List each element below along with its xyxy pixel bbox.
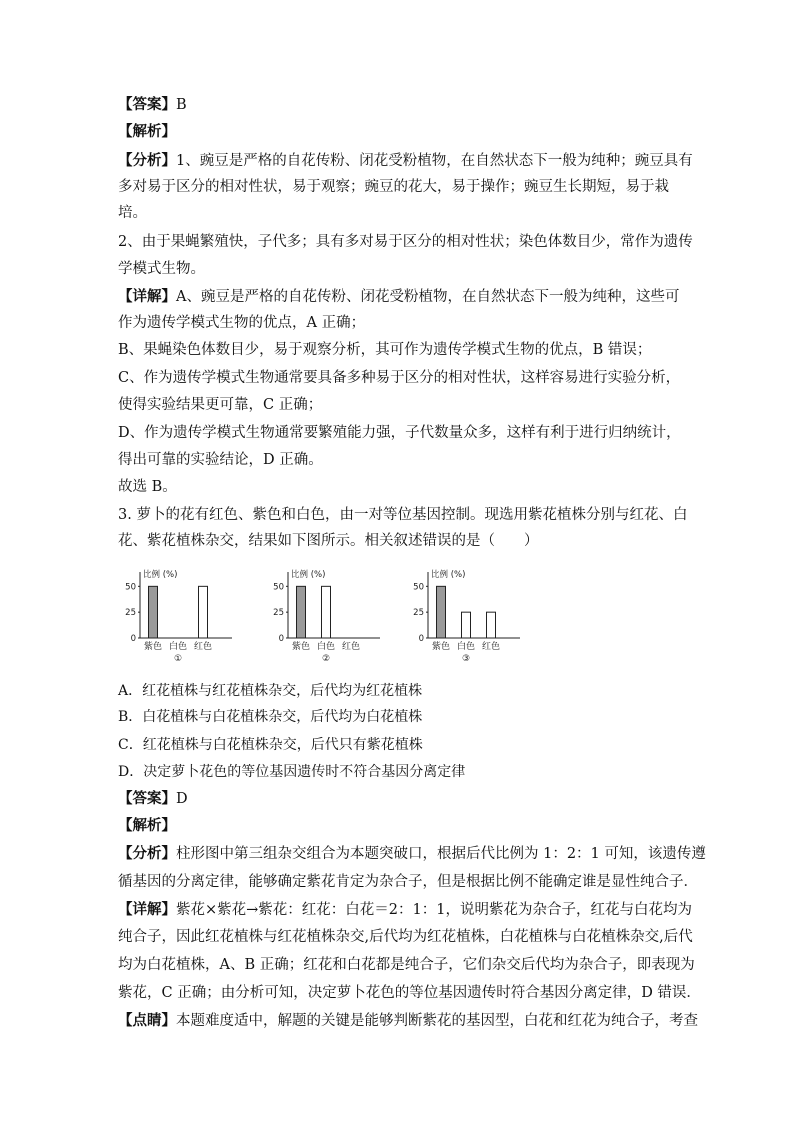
q3-answer-line: [118, 789, 188, 809]
fenxi-line-2: 多对易于区分的相对性状，易于观察；豌豆的花大，易于操作；豌豆生长期短，易于栽: [118, 179, 669, 195]
q3-fenxi-tag: 【分析】: [118, 845, 176, 862]
bar-charts: [118, 562, 538, 672]
bar-2: [462, 612, 471, 638]
fenxi-line-1: 【分析】1、豌豆是严格的自花传粉、闭花受粉植物，在自然状态下一般为纯种；豌豆具有: [118, 152, 693, 169]
chart-caption: ③: [461, 654, 471, 664]
y-tick-label: 0: [278, 634, 284, 644]
category-label: 紫色: [291, 642, 311, 652]
y-tick-label: 50: [413, 582, 424, 593]
xiangjie-line-3: B、果蝇染色体数目少，易于观察分析，其可作为遗传学模式生物的优点，B 错误；: [118, 342, 652, 358]
y-tick-label: 0: [130, 634, 136, 644]
category-label: 白色: [316, 642, 336, 652]
xiangjie-line-5: 使得实验结果更可靠，C 正确；: [118, 397, 323, 413]
xiangjie-line-1: 【详解】A、豌豆是严格的自花传粉、闭花受粉植物，在自然状态下一般为纯种，这些可: [118, 288, 680, 305]
q3-xiangjie-line-3: 均为白花植株，A、B 正确；红花和白花都是纯合子，它们杂交后代均为杂合子，即表现为: [118, 957, 695, 973]
category-label: 白色: [168, 642, 188, 652]
chart-1-svg: [118, 562, 243, 672]
chart-caption: ①: [173, 654, 183, 664]
y-tick-label: 25: [273, 608, 284, 619]
y-axis-label: 比例 (%): [431, 570, 466, 580]
fenxi-line-4: 2、由于果蝇繁殖快，子代多；具有多对易于区分的相对性状；染色体数目少，常作为遗传: [118, 234, 693, 250]
category-label: 紫色: [431, 642, 451, 652]
fenxi-line-3: 培。: [118, 205, 147, 221]
category-label: 红色: [193, 642, 213, 652]
chart-3: [406, 562, 531, 676]
q3-dianjing-line: 【点睛】本题难度适中，解题的关键是能够判断紫花的基因型，白花和红花为纯合子，考查: [118, 1012, 698, 1029]
y-axis-label: 比例 (%): [291, 570, 326, 580]
conclusion-line: 故选 B。: [118, 479, 177, 495]
answer-tag: 【答案】: [118, 96, 176, 113]
chart-2-svg: [266, 562, 391, 672]
xiangjie-tag: 【详解】: [118, 288, 176, 305]
chart-2: [266, 562, 391, 676]
answer-value: B: [176, 97, 187, 113]
category-label: 紫色: [143, 642, 163, 652]
chart-caption: ②: [321, 654, 331, 664]
y-tick-label: 50: [273, 582, 284, 593]
bar-2: [322, 586, 331, 638]
category-label: 红色: [481, 642, 501, 652]
q3-answer-tag: 【答案】: [118, 790, 176, 807]
xiangjie-line-4: C、作为遗传学模式生物通常要具备多种易于区分的相对性状，这样容易进行实验分析，: [118, 370, 681, 386]
bar-3: [487, 612, 496, 638]
q3-fenxi-line-1: 【分析】柱形图中第三组杂交组合为本题突破口，根据后代比例为 1：2：1 可知，该遗传遵: [118, 845, 706, 862]
q3-stem-line-1: 3. 萝卜的花有红色、紫色和白色，由一对等位基因控制。现选用紫花植株分别与红花、白: [118, 507, 688, 523]
option-d: D．决定萝卜花色的等位基因遗传时不符合基因分离定律: [118, 764, 466, 780]
q3-xiangjie-tag: 【详解】: [118, 901, 176, 918]
q3-fenxi-line-2: 循基因的分离定律，能够确定紫花肯定为杂合子，但是根据比例不能确定谁是显性纯合子．: [118, 874, 698, 890]
q3-xiangjie-line-2: 纯合子，因此红花植株与红花植株杂交,后代均为红花植株，白花植株与白花植株杂交,后代: [118, 929, 693, 945]
fenxi-line-5: 学模式生物。: [118, 261, 205, 277]
q3-analysis-tag: 【解析】: [118, 817, 176, 834]
q3-xiangjie-line-4: 紫花，C 正确；由分析可知，决定萝卜花色的等位基因遗传时符合基因分离定律，D 错误．: [118, 985, 701, 1001]
answer-line: [118, 95, 187, 115]
xiangjie-line-6: D、作为遗传学模式生物通常要繁殖能力强，子代数量众多，这样有利于进行归纳统计，: [118, 425, 681, 441]
xiangjie-line-2: 作为遗传学模式生物的优点，A 正确；: [118, 315, 366, 331]
fenxi-tag: 【分析】: [118, 152, 176, 169]
bar-1: [297, 586, 306, 638]
q3-answer-value: D: [176, 791, 188, 807]
y-tick-label: 0: [418, 634, 424, 644]
category-label: 红色: [341, 642, 361, 652]
xiangjie-line-7: 得出可靠的实验结论，D 正确。: [118, 452, 323, 468]
bar-3: [199, 586, 208, 638]
y-tick-label: 25: [125, 608, 136, 619]
chart-1: [118, 562, 243, 676]
y-tick-label: 50: [125, 582, 136, 593]
category-label: 白色: [456, 642, 476, 652]
y-axis-label: 比例 (%): [143, 570, 178, 580]
chart-3-svg: [406, 562, 531, 672]
analysis-tag: 【解析】: [118, 123, 176, 140]
q3-xiangjie-line-1: 【详解】紫花×紫花→紫花：红花：白花＝2：1：1，说明紫花为杂合子，红花与白花均为: [118, 901, 692, 918]
option-c: C．红花植株与白花植株杂交，后代只有紫花植株: [118, 737, 423, 753]
bar-1: [437, 586, 446, 638]
option-b: B．白花植株与白花植株杂交，后代均为白花植株: [118, 709, 423, 725]
y-tick-label: 25: [413, 608, 424, 619]
q3-stem-line-2: 花、紫花植株杂交，结果如下图所示。相关叙述错误的是（ ）: [118, 533, 539, 549]
bar-1: [149, 586, 158, 638]
q3-dianjing-tag: 【点睛】: [118, 1012, 176, 1029]
option-a: A．红花植株与红花植株杂交，后代均为红花植株: [118, 683, 423, 699]
